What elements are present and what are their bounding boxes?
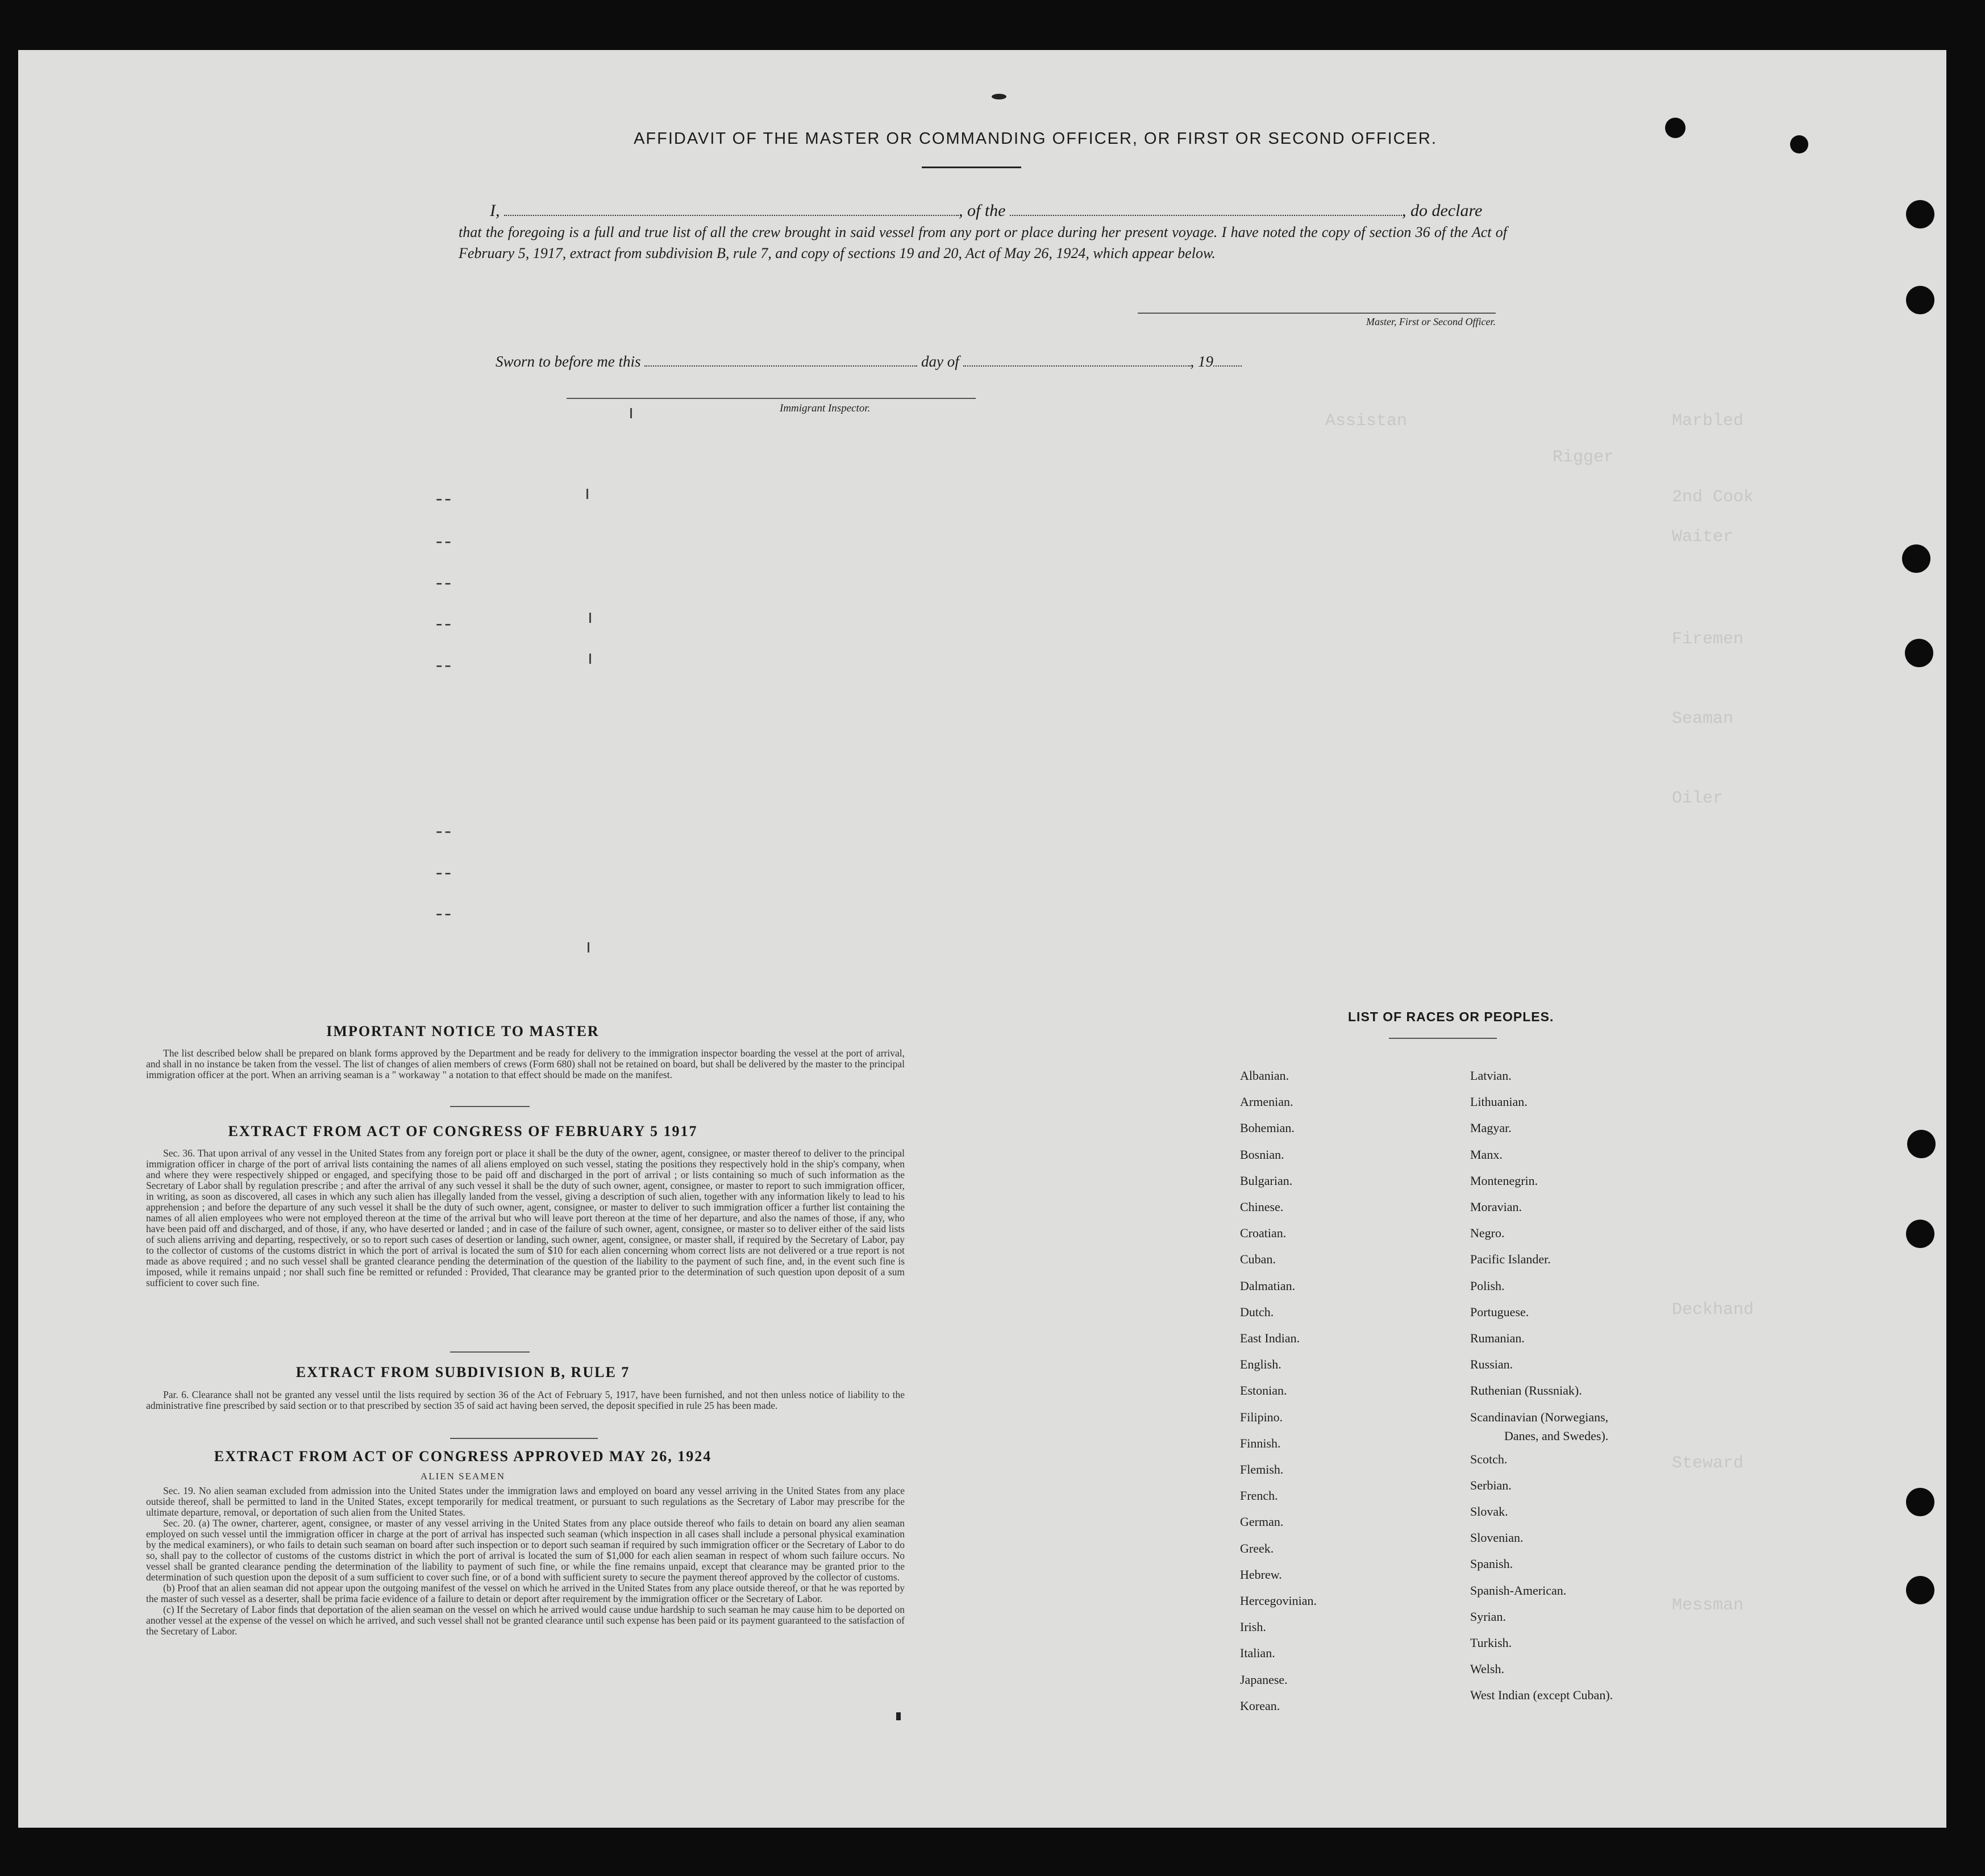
declaration-body: that the foregoing is a full and true list of all the crew brought in said vessel from any port or place during her present voyage. I have noted the copy of section 36 of the Act of February 5, 1917, extract from subdivision B, rule 7, and copy of sections 19 and 20, Act of May 26, 1924, which appear below. [459, 224, 1507, 261]
name-blank[interactable] [504, 199, 959, 216]
sworn-month-blank[interactable] [963, 350, 1191, 367]
year-label: , 19 [1190, 353, 1213, 370]
margin-dash: -- [436, 572, 453, 593]
bleed-through: Marbled [1672, 411, 1744, 431]
race-item: Hercegovinian. [1240, 1594, 1317, 1608]
notice-paragraph: The list described below shall be prepared on blank forms approved by the Department and be ready for delivery to the immigration inspector boarding the vessel at the port of arrival, and shall in no instance be taken from the vessel. The list of changes of alien members of crews (Form 680) shall not be retained on board, but shall be delivered by the master to the principal immigration officer at the port. When an arriving seaman is a " workaway " a notation to that effect should be made on the manifest. [146, 1047, 905, 1080]
column-tick [589, 613, 591, 623]
race-item: Syrian. [1470, 1609, 1506, 1624]
margin-dash: -- [436, 530, 453, 551]
race-item: Estonian. [1240, 1383, 1287, 1398]
race-item: Scandinavian (Norwegians, [1470, 1409, 1609, 1424]
race-item: Portuguese. [1470, 1304, 1529, 1319]
of-the-label: , of the [959, 201, 1006, 220]
race-item: Dalmatian. [1240, 1278, 1296, 1293]
race-item: Albanian. [1240, 1068, 1289, 1083]
race-item: Danes, and Swedes). [1504, 1428, 1609, 1443]
race-item: Ruthenian (Russniak). [1470, 1383, 1582, 1398]
section-divider [450, 1351, 530, 1353]
signature-blank[interactable] [1138, 313, 1496, 314]
ink-smudge [896, 1712, 901, 1720]
race-item: Chinese. [1240, 1200, 1284, 1214]
race-item: Greek. [1240, 1541, 1274, 1555]
race-item: Croatian. [1240, 1226, 1287, 1241]
bleed-through: Assistan [1325, 411, 1408, 431]
bleed-through: Firemen [1672, 630, 1744, 649]
punch-hole [1905, 639, 1933, 667]
race-item: East Indian. [1240, 1331, 1300, 1345]
sworn-day-blank[interactable] [644, 350, 917, 367]
race-item: Magyar. [1470, 1121, 1512, 1135]
race-item: Slovak. [1470, 1504, 1508, 1519]
race-item: Italian. [1240, 1646, 1275, 1661]
race-item: Korean. [1240, 1698, 1280, 1713]
race-item: Manx. [1470, 1147, 1503, 1162]
race-item: Welsh. [1470, 1662, 1504, 1677]
alien-seamen-subtitle: ALIEN SEAMEN [420, 1471, 506, 1482]
race-item: Filipino. [1240, 1409, 1283, 1424]
race-item: Bulgarian. [1240, 1173, 1293, 1188]
extract-rule7-title: EXTRACT FROM SUBDIVISION B, RULE 7 [296, 1364, 630, 1380]
notice-title: IMPORTANT NOTICE TO MASTER [326, 1023, 600, 1039]
section-divider [450, 1106, 530, 1107]
race-item: Hebrew. [1240, 1567, 1282, 1582]
race-item: Rumanian. [1470, 1331, 1525, 1345]
extract-1917-title: EXTRACT FROM ACT OF CONGRESS OF FEBRUARY 5 1917 [228, 1123, 698, 1139]
day-of-label: day of [921, 353, 959, 370]
inspector-signature-blank[interactable] [567, 398, 976, 399]
race-item: Armenian. [1240, 1095, 1293, 1109]
document-sheet [18, 50, 1946, 1828]
declaration-line [490, 199, 1507, 221]
race-item: Cuban. [1240, 1252, 1276, 1267]
extract-1917-body [146, 1148, 905, 1288]
section-divider [450, 1438, 598, 1439]
margin-dash: -- [436, 488, 453, 509]
bleed-through: Oiler [1672, 789, 1724, 808]
sworn-label: Sworn to before me this [496, 353, 641, 370]
race-item: English. [1240, 1357, 1281, 1372]
race-item: Finnish. [1240, 1436, 1281, 1450]
race-item: Dutch. [1240, 1304, 1274, 1319]
races-title: LIST OF RACES OR PEOPLES. [1348, 1009, 1554, 1024]
sec20a-paragraph: Sec. 20. (a) The owner, charterer, agent, consignee, or master of any vessel arriving in the United States from any place outside thereof who fails to detain on board any alien seaman employed on such vessel until the immigration officer in charge at the port of arrival has inspected such seaman (which inspection in all cases shall include a personal physical examination by the medical examiners), or who fails to detain such seaman on board after such inspection or to deport such seaman if required by such immigration officer or the Secretary of Labor to do so, shall pay to the collector of customs of the customs district in which the port of arrival is located the sum of $1,000 for each alien seaman in respect of whom such failure occurs. No vessel shall be granted clearance pending the determination of the liability to payment of such fine, or while the fine remains unpaid, except that clearance may be granted prior to the determination of such question upon the deposit of a sum sufficient to cover such fine, or of a bond with sufficient surety to secure the payment thereof approved by the collector of customs. [146, 1517, 905, 1583]
extract-1924-body [146, 1486, 905, 1637]
race-item: Irish. [1240, 1620, 1266, 1634]
race-item: Moravian. [1470, 1200, 1522, 1214]
race-item: Lithuanian. [1470, 1095, 1528, 1109]
race-item: Serbian. [1470, 1478, 1512, 1492]
year-blank[interactable] [1213, 350, 1242, 367]
signature-label: Master, First or Second Officer. [1366, 316, 1496, 327]
margin-dash: -- [436, 613, 453, 634]
sworn-line [496, 350, 1242, 371]
margin-dash: -- [436, 820, 453, 841]
bleed-through: 2nd Cook [1672, 488, 1754, 507]
race-item: Spanish. [1470, 1557, 1513, 1571]
do-declare-label: , do declare [1402, 201, 1483, 220]
punch-hole [1790, 135, 1808, 153]
race-item: West Indian (except Cuban). [1470, 1688, 1613, 1703]
punch-hole [1906, 1488, 1934, 1516]
margin-dash: -- [436, 654, 453, 675]
race-item: Bosnian. [1240, 1147, 1284, 1162]
title-rule [922, 167, 1021, 168]
bleed-through: Messman [1672, 1596, 1744, 1615]
extract-rule7-paragraph: Par. 6. Clearance shall not be granted any vessel until the lists required by section 36 of the Act of February 5, 1917, have been furnished, and not then unless notice of liability to the administrative fine prescribed by said section or to that prescribed by section 35 of said act having been served, the deposit specified in rule 25 has been made. [146, 1389, 905, 1411]
column-tick [588, 942, 589, 952]
column-tick [586, 489, 588, 499]
ink-smudge [992, 94, 1006, 99]
i-label: I, [490, 201, 500, 220]
punch-hole [1907, 1130, 1936, 1158]
column-tick [589, 654, 591, 664]
bleed-through: Seaman [1672, 709, 1734, 729]
punch-hole [1665, 118, 1686, 138]
punch-hole [1906, 1220, 1934, 1248]
race-item: Flemish. [1240, 1462, 1284, 1476]
extract-rule7-body [146, 1390, 905, 1411]
punch-hole [1906, 286, 1934, 314]
race-item: Bohemian. [1240, 1121, 1295, 1135]
race-item: Spanish-American. [1470, 1583, 1567, 1598]
bleed-through: Steward [1672, 1454, 1744, 1473]
extract-1917-paragraph: Sec. 36. That upon arrival of any vessel in the United States from any foreign port or place it shall be the duty of the owner, agent, consignee, or master thereof to deliver to the principal immigration officer in charge of the port of arrival lists containing the names of all aliens employed on such vessel, stating the positions they respectively hold in the ship's company, when and where they were respectively shipped or engaged, and specifying those to be paid off and discharged in the port of arrival ; or lists containing so much of such information as the Secretary of Labor shall by regulation prescribe ; and after the arrival of any such vessel it shall be the duty of such owner, agent, consignee, or master to report to such immigration officer, in writing, as soon as discovered, all cases in which any such alien has illegally landed from the vessel, giving a description of such alien, together with any information likely to lead to his apprehension ; and before the departure of any such vessel it shall be the duty of such owner, agent, consignee, or master to deliver to such immigration officer a further list containing the names of all alien employees who were not employed thereon at the time of the arrival but who will leave port thereon at the time of her departure, and also the names of those, if any, who have been paid off and discharged, and of those, if any, who have deserted or landed ; and in case of the failure of such owner, agent, consignee, or master so to deliver either of the said lists of such aliens arriving and departing, respectively, or so to report such cases of desertion or landing, such owner, agent, consignee, or master shall, if required by the Secretary of Labor, pay to the collector of customs of the customs district in which the port of arrival is located the sum of $10 for each alien concerning whom correct lists are not delivered or a true report is not made as above required ; and no such vessel shall be granted clearance pending the determination of the question of the liability to the payment of such fine, and, in the event such fine is imposed, while it remains unpaid ; nor shall such fine be remitted or refunded : Provided, That clearance may be granted prior to the determination of such question upon deposit of a sum sufficient to cover such fine. [146, 1147, 905, 1288]
margin-dash: -- [436, 862, 453, 883]
race-item: German. [1240, 1515, 1284, 1529]
race-item: Montenegrin. [1470, 1173, 1538, 1188]
bleed-through: Rigger [1553, 448, 1614, 467]
race-item: Turkish. [1470, 1636, 1512, 1650]
margin-dash: -- [436, 902, 453, 924]
extract-1924-title: EXTRACT FROM ACT OF CONGRESS APPROVED MAY 26, 1924 [214, 1448, 712, 1465]
notice-body [146, 1048, 905, 1080]
inspector-label: Immigrant Inspector. [780, 402, 871, 414]
punch-hole [1906, 1576, 1934, 1604]
race-item: Japanese. [1240, 1672, 1288, 1687]
vessel-blank[interactable] [1010, 199, 1402, 216]
race-item: Polish. [1470, 1278, 1505, 1293]
race-item: French. [1240, 1488, 1278, 1503]
race-item: Slovenian. [1470, 1530, 1524, 1545]
bleed-through: Waiter [1672, 527, 1734, 547]
race-item: Negro. [1470, 1226, 1505, 1241]
race-item: Russian. [1470, 1357, 1513, 1372]
punch-hole [1902, 544, 1930, 573]
affidavit-title: AFFIDAVIT OF THE MASTER OR COMMANDING OFFICER, OR FIRST OR SECOND OFFICER. [634, 130, 1437, 148]
race-item: Scotch. [1470, 1451, 1508, 1466]
sec19-paragraph: Sec. 19. No alien seaman excluded from admission into the United States under the immigration laws and employed on board any vessel arriving in the United States from any place outside thereof, shall be permitted to land in the United States, except temporarily for medical treatment, or pursuant to such regulations as the Secretary of Labor may prescribe for the ultimate departure, removal, or deportation of such alien from the United States. [146, 1485, 905, 1518]
sec20b-paragraph: (b) Proof that an alien seaman did not appear upon the outgoing manifest of the vessel on which he arrived in the United States from any place outside thereof, or that he was reported by the master of such vessel as a deserter, shall be prima facie evidence of a failure to detain or deport after requirement by the immigration officer or the Secretary of Labor. [146, 1582, 905, 1604]
race-item: Pacific Islander. [1470, 1252, 1551, 1267]
race-item: Latvian. [1470, 1068, 1512, 1083]
races-title-rule [1389, 1038, 1497, 1039]
sec20c-paragraph: (c) If the Secretary of Labor finds that deportation of the alien seaman on the vessel on which he arrived would cause undue hardship to such seaman he may cause him to be deported on another vessel at the expense of the vessel on which he arrived, and such vessel shall not be granted clearance until such expense has been paid or its payment guaranteed to the satisfaction of the Secretary of Labor. [146, 1604, 905, 1637]
punch-hole [1906, 200, 1934, 228]
column-tick [630, 408, 632, 418]
bleed-through: Deckhand [1672, 1300, 1754, 1320]
